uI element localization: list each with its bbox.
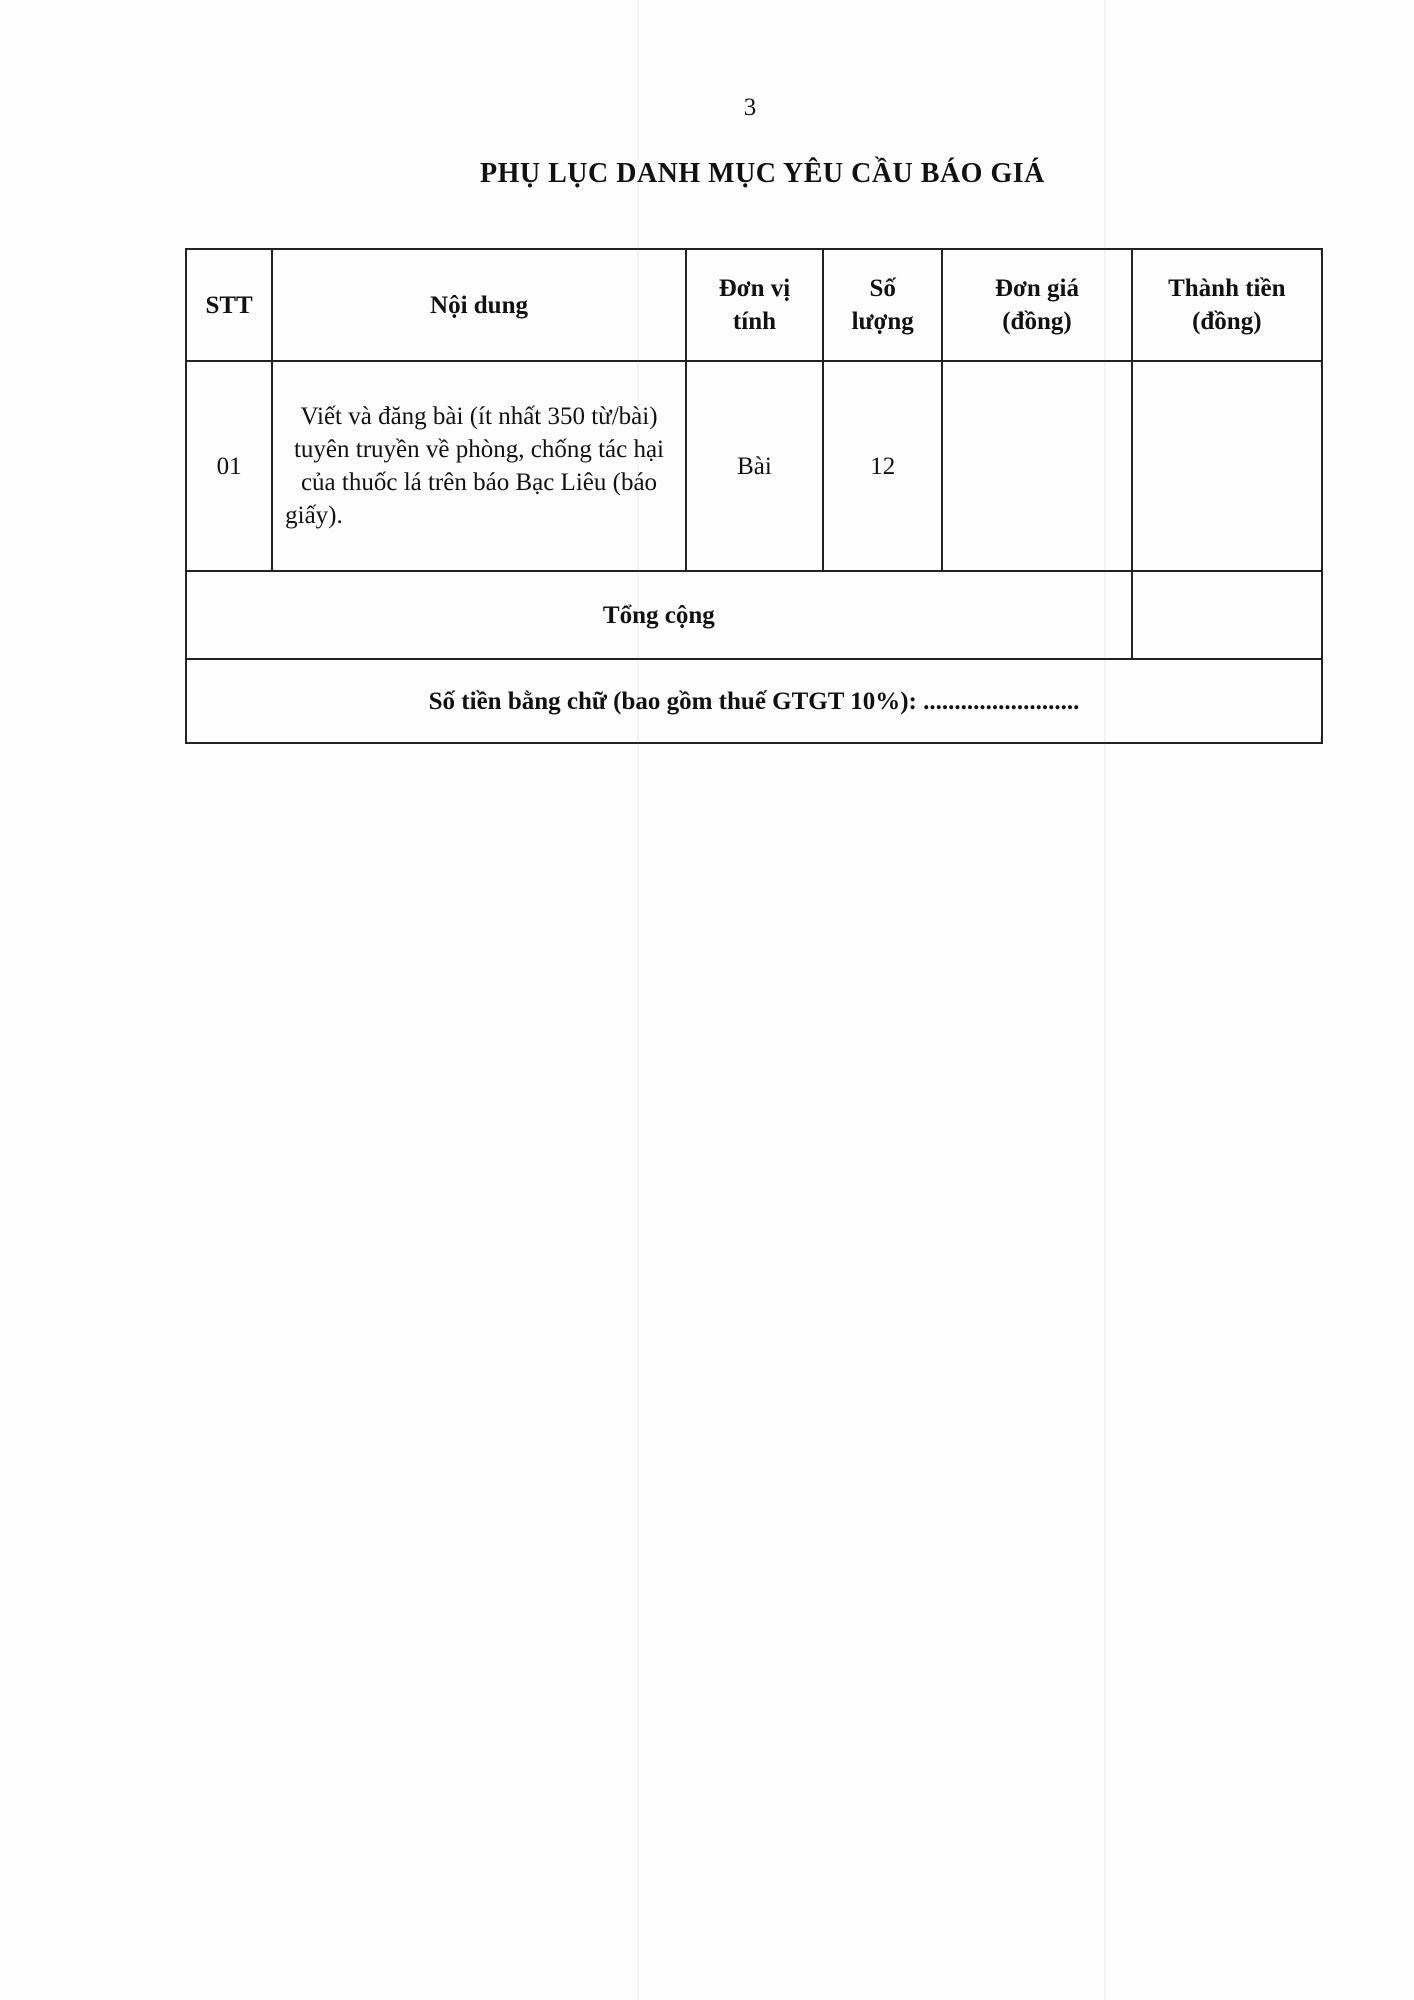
table-row [186, 361, 1322, 571]
sum-row [186, 571, 1322, 659]
header-unit-line2: tính [732, 308, 777, 335]
header-qty-line2: lượng [851, 308, 914, 335]
page-number: 3 [743, 94, 757, 121]
cell-total [1132, 361, 1322, 571]
sum-label: Tổng cộng [186, 571, 1132, 659]
header-unit-line1: Đơn vị [718, 275, 791, 302]
cell-content: Viết và đăng bài (ít nhất 350 từ/bài) tuyên truyền về phòng, chống tác hại của thuốc lá trên báo Bạc Liêu (báo giấy). [272, 361, 686, 571]
header-unit [686, 249, 823, 361]
cell-unit: Bài [686, 361, 823, 571]
amount-in-words-row [186, 659, 1322, 743]
header-quantity [823, 249, 942, 361]
header-total-line1: Thành tiền [1168, 275, 1286, 302]
header-total [1132, 249, 1322, 361]
header-content: Nội dung [272, 249, 686, 361]
cell-quantity: 12 [823, 361, 942, 571]
amount-in-words: Số tiền bằng chữ (bao gồm thuế GTGT 10%): ......................... [186, 659, 1322, 743]
header-price-line1: Đơn giá [994, 275, 1079, 302]
header-total-line2: (đồng) [1192, 308, 1262, 335]
cell-unit-price [942, 361, 1131, 571]
header-stt: STT [186, 249, 272, 361]
header-unit-price [942, 249, 1131, 361]
sum-value [1132, 571, 1322, 659]
quotation-table [185, 248, 1323, 744]
header-price-line2: (đồng) [1002, 308, 1072, 335]
document-title: PHỤ LỤC DANH MỤC YÊU CẦU BÁO GIÁ [480, 158, 1045, 189]
table-header-row [186, 249, 1322, 361]
cell-stt: 01 [186, 361, 272, 571]
header-qty-line1: Số [869, 275, 896, 302]
